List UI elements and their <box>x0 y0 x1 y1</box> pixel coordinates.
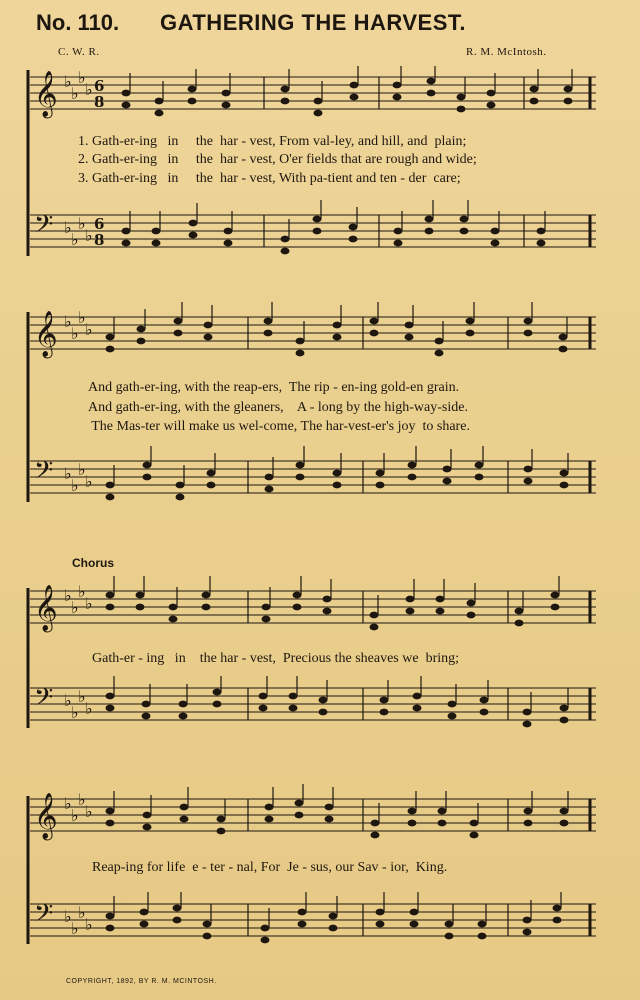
note-head <box>319 697 328 704</box>
hymn-number: No. 110. <box>36 10 120 35</box>
note-head <box>448 701 457 708</box>
note-head <box>106 808 115 815</box>
note-head <box>296 350 305 357</box>
note-head <box>281 248 290 255</box>
note-head <box>427 78 436 85</box>
system-brace-2 <box>22 312 32 502</box>
note-head <box>425 216 434 223</box>
treble-clef: 𝄞 <box>34 585 58 631</box>
flat-sign: ♭ <box>64 586 72 605</box>
note-head <box>122 240 131 247</box>
note-head <box>180 804 189 811</box>
flat-sign: ♭ <box>85 915 93 934</box>
flat-sign: ♭ <box>85 594 93 613</box>
treble-staff-4 <box>30 784 596 846</box>
note-head <box>408 808 417 815</box>
note-head <box>106 592 115 599</box>
note-head <box>213 689 222 696</box>
note-head <box>475 462 484 469</box>
note-head <box>137 338 146 345</box>
note-head <box>204 334 213 341</box>
note-head <box>523 721 532 728</box>
note-head <box>262 616 271 623</box>
bass-clef: 𝄢 <box>34 683 54 718</box>
note-head <box>480 697 489 704</box>
note-head <box>376 921 385 928</box>
note-head <box>523 929 532 936</box>
note-head <box>553 917 562 924</box>
note-head <box>189 232 198 239</box>
note-head <box>376 909 385 916</box>
note-head <box>298 909 307 916</box>
note-head <box>405 334 414 341</box>
note-head <box>515 608 524 615</box>
bass-staff-2 <box>30 446 596 508</box>
note-head <box>106 334 115 341</box>
flat-sign: ♭ <box>78 308 86 327</box>
flat-sign: ♭ <box>85 472 93 491</box>
treble-clef: 𝄞 <box>34 311 58 357</box>
note-head <box>259 705 268 712</box>
bass-clef: 𝄢 <box>34 210 54 245</box>
note-head <box>443 478 452 485</box>
time-signature-numerator: 6 <box>94 215 105 233</box>
note-head <box>524 820 533 827</box>
note-head <box>427 90 436 97</box>
note-head <box>314 98 323 105</box>
system-brace-4 <box>22 796 32 944</box>
note-head <box>406 608 415 615</box>
note-head <box>478 921 487 928</box>
note-head <box>289 693 298 700</box>
verse-lyric-line: The Mas-ter will make us wel-come, The har-vest-er's joy to share. <box>88 419 470 434</box>
note-head <box>333 482 342 489</box>
flat-sign: ♭ <box>78 903 86 922</box>
note-head <box>405 322 414 329</box>
note-head <box>203 933 212 940</box>
note-head <box>188 98 197 105</box>
note-head <box>333 470 342 477</box>
note-head <box>325 804 334 811</box>
note-head <box>460 228 469 235</box>
note-head <box>143 462 152 469</box>
note-head <box>350 82 359 89</box>
copyright-notice: COPYRIGHT, 1892, BY R. M. MCINTOSH. <box>66 978 217 985</box>
note-head <box>176 482 185 489</box>
note-head <box>406 596 415 603</box>
note-head <box>564 86 573 93</box>
note-head <box>155 110 164 117</box>
note-head <box>122 90 131 97</box>
note-head <box>408 462 417 469</box>
note-head <box>560 717 569 724</box>
note-head <box>467 600 476 607</box>
note-head <box>169 616 178 623</box>
note-head <box>140 909 149 916</box>
music-credit: R. M. McIntosh. <box>466 46 547 58</box>
note-head <box>475 474 484 481</box>
note-head <box>349 236 358 243</box>
note-head <box>448 713 457 720</box>
note-head <box>173 905 182 912</box>
note-head <box>410 921 419 928</box>
chorus-lyric-line: Reap-ing for life e - ter - nal, For Je - sus, our Sav - ior, King. <box>92 860 448 875</box>
note-head <box>333 322 342 329</box>
time-signature-denominator: 8 <box>94 231 105 249</box>
note-head <box>524 466 533 473</box>
note-head <box>487 90 496 97</box>
note-head <box>265 804 274 811</box>
note-head <box>281 86 290 93</box>
note-head <box>298 921 307 928</box>
bass-clef: 𝄢 <box>34 899 54 934</box>
note-head <box>560 482 569 489</box>
note-head <box>524 318 533 325</box>
note-head <box>323 596 332 603</box>
note-head <box>480 709 489 716</box>
note-head <box>261 925 270 932</box>
note-head <box>466 318 475 325</box>
flat-sign: ♭ <box>71 84 79 103</box>
note-head <box>380 709 389 716</box>
note-head <box>106 705 115 712</box>
note-head <box>224 228 233 235</box>
note-head <box>370 624 379 631</box>
note-head <box>487 102 496 109</box>
note-head <box>524 808 533 815</box>
note-head <box>106 494 115 501</box>
flat-sign: ♭ <box>64 72 72 91</box>
note-head <box>106 346 115 353</box>
note-head <box>319 709 328 716</box>
note-head <box>143 824 152 831</box>
flat-sign: ♭ <box>85 320 93 339</box>
note-head <box>152 228 161 235</box>
bass-clef: 𝄢 <box>34 456 54 491</box>
hymn-title: GATHERING THE HARVEST. <box>160 10 466 35</box>
note-head <box>491 240 500 247</box>
note-head <box>325 816 334 823</box>
note-head <box>265 474 274 481</box>
flat-sign: ♭ <box>71 703 79 722</box>
note-head <box>169 604 178 611</box>
note-head <box>202 604 211 611</box>
note-head <box>523 709 532 716</box>
note-head <box>329 925 338 932</box>
note-head <box>143 474 152 481</box>
verse-lyric-line: 1. Gath-er-ing in the har - vest, From val-ley, and hill, and plain; <box>78 134 467 149</box>
bass-staff-1 <box>30 200 596 262</box>
flat-sign: ♭ <box>78 790 86 809</box>
note-head <box>176 494 185 501</box>
note-head <box>106 925 115 932</box>
flat-sign: ♭ <box>71 476 79 495</box>
note-head <box>467 612 476 619</box>
flat-sign: ♭ <box>78 582 86 601</box>
treble-staff-3 <box>30 576 596 638</box>
note-head <box>537 228 546 235</box>
note-head <box>143 812 152 819</box>
note-head <box>207 482 216 489</box>
note-head <box>370 318 379 325</box>
verse-lyric-line: 3. Gath-er-ing in the har - vest, With pa-tient and ten - der care; <box>78 171 461 186</box>
note-head <box>323 608 332 615</box>
note-head <box>443 466 452 473</box>
verse-lyric-line: 2. Gath-er-ing in the har - vest, O'er fields that are rough and wide; <box>78 152 477 167</box>
note-head <box>122 228 131 235</box>
verse-lyric-line: And gath-er-ing, with the reap-ers, The rip - en-ing gold-en grain. <box>88 380 460 395</box>
flat-sign: ♭ <box>71 598 79 617</box>
flat-sign: ♭ <box>78 214 86 233</box>
note-head <box>296 462 305 469</box>
note-head <box>466 330 475 337</box>
verse-lyric-line: And gath-er-ing, with the gleaners, A - long by the high-way-side. <box>88 400 468 415</box>
note-head <box>222 90 231 97</box>
note-head <box>136 604 145 611</box>
note-head <box>179 713 188 720</box>
note-head <box>222 102 231 109</box>
note-head <box>560 808 569 815</box>
flat-sign: ♭ <box>85 226 93 245</box>
note-head <box>530 98 539 105</box>
note-head <box>394 228 403 235</box>
note-head <box>408 820 417 827</box>
note-head <box>152 240 161 247</box>
flat-sign: ♭ <box>71 806 79 825</box>
flat-sign: ♭ <box>71 919 79 938</box>
flat-sign: ♭ <box>64 691 72 710</box>
bass-staff-3 <box>30 676 596 732</box>
note-head <box>560 820 569 827</box>
note-head <box>203 921 212 928</box>
note-head <box>559 346 568 353</box>
note-head <box>393 94 402 101</box>
note-head <box>435 338 444 345</box>
note-head <box>460 216 469 223</box>
note-head <box>262 604 271 611</box>
note-head <box>106 693 115 700</box>
note-head <box>259 693 268 700</box>
note-head <box>560 705 569 712</box>
note-head <box>523 917 532 924</box>
note-head <box>413 693 422 700</box>
note-head <box>457 94 466 101</box>
time-signature-numerator: 6 <box>94 77 105 95</box>
treble-clef: 𝄞 <box>34 71 58 117</box>
note-head <box>137 326 146 333</box>
flat-sign: ♭ <box>64 464 72 483</box>
chorus-lyric-line: Gath-er - ing in the har - vest, Precious the sheaves we bring; <box>92 651 460 666</box>
note-head <box>436 596 445 603</box>
note-head <box>202 592 211 599</box>
note-head <box>155 98 164 105</box>
flat-sign: ♭ <box>71 324 79 343</box>
note-head <box>515 620 524 627</box>
note-head <box>296 474 305 481</box>
flat-sign: ♭ <box>64 218 72 237</box>
note-head <box>173 917 182 924</box>
note-head <box>445 921 454 928</box>
note-head <box>207 470 216 477</box>
treble-staff-2 <box>30 302 596 364</box>
note-head <box>106 913 115 920</box>
note-head <box>470 832 479 839</box>
note-head <box>376 482 385 489</box>
system-brace-1 <box>22 70 32 256</box>
note-head <box>559 334 568 341</box>
note-head <box>394 240 403 247</box>
note-head <box>293 592 302 599</box>
note-head <box>457 106 466 113</box>
note-head <box>370 330 379 337</box>
note-head <box>350 94 359 101</box>
note-head <box>560 470 569 477</box>
flat-sign: ♭ <box>64 312 72 331</box>
flat-sign: ♭ <box>78 460 86 479</box>
note-head <box>436 608 445 615</box>
system-brace-3 <box>22 588 32 728</box>
note-head <box>551 604 560 611</box>
note-head <box>106 820 115 827</box>
note-head <box>295 800 304 807</box>
flat-sign: ♭ <box>78 687 86 706</box>
note-head <box>370 612 379 619</box>
note-head <box>470 820 479 827</box>
words-credit: C. W. R. <box>58 46 100 58</box>
note-head <box>445 933 454 940</box>
flat-sign: ♭ <box>71 230 79 249</box>
note-head <box>293 604 302 611</box>
note-head <box>224 240 233 247</box>
flat-sign: ♭ <box>85 699 93 718</box>
note-head <box>371 820 380 827</box>
note-head <box>174 330 183 337</box>
note-head <box>295 812 304 819</box>
note-head <box>435 350 444 357</box>
bass-staff-4 <box>30 892 596 948</box>
chorus-label: Chorus <box>72 556 114 570</box>
note-head <box>289 705 298 712</box>
note-head <box>530 86 539 93</box>
note-head <box>425 228 434 235</box>
note-head <box>281 236 290 243</box>
note-head <box>393 82 402 89</box>
note-head <box>174 318 183 325</box>
note-head <box>376 470 385 477</box>
note-head <box>136 592 145 599</box>
note-head <box>438 820 447 827</box>
flat-sign: ♭ <box>64 794 72 813</box>
note-head <box>438 808 447 815</box>
note-head <box>106 604 115 611</box>
note-head <box>122 102 131 109</box>
flat-sign: ♭ <box>64 907 72 926</box>
note-head <box>179 701 188 708</box>
note-head <box>189 220 198 227</box>
note-head <box>333 334 342 341</box>
note-head <box>537 240 546 247</box>
note-head <box>296 338 305 345</box>
note-head <box>551 592 560 599</box>
note-head <box>380 697 389 704</box>
note-head <box>491 228 500 235</box>
note-head <box>265 486 274 493</box>
note-head <box>408 474 417 481</box>
note-head <box>204 322 213 329</box>
time-signature-denominator: 8 <box>94 93 105 111</box>
note-head <box>413 705 422 712</box>
treble-staff-1 <box>30 66 596 120</box>
note-head <box>188 86 197 93</box>
note-head <box>524 330 533 337</box>
note-head <box>264 330 273 337</box>
note-head <box>478 933 487 940</box>
treble-clef: 𝄞 <box>34 793 58 839</box>
note-head <box>217 828 226 835</box>
note-head <box>142 713 151 720</box>
flat-sign: ♭ <box>85 802 93 821</box>
flat-sign: ♭ <box>78 68 86 87</box>
note-head <box>564 98 573 105</box>
note-head <box>314 110 323 117</box>
note-head <box>142 701 151 708</box>
note-head <box>524 478 533 485</box>
note-head <box>217 816 226 823</box>
note-head <box>281 98 290 105</box>
note-head <box>261 937 270 944</box>
note-head <box>106 482 115 489</box>
note-head <box>410 909 419 916</box>
note-head <box>313 216 322 223</box>
note-head <box>313 228 322 235</box>
note-head <box>180 816 189 823</box>
note-head <box>265 816 274 823</box>
note-head <box>140 921 149 928</box>
note-head <box>371 832 380 839</box>
note-head <box>264 318 273 325</box>
note-head <box>213 701 222 708</box>
note-head <box>349 224 358 231</box>
note-head <box>329 913 338 920</box>
flat-sign: ♭ <box>85 80 93 99</box>
note-head <box>553 905 562 912</box>
